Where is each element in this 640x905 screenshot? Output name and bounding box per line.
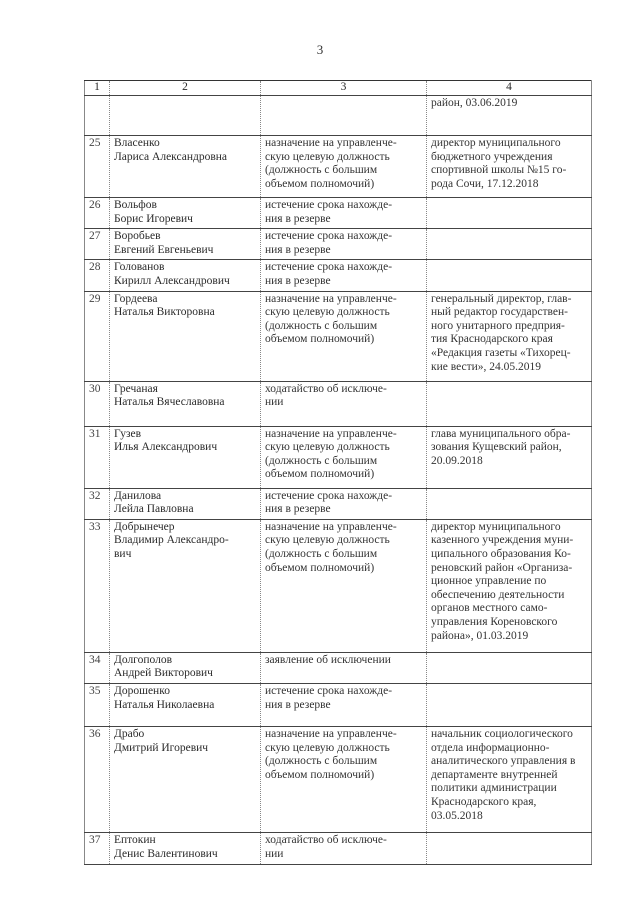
table-row — [85, 260, 592, 291]
appointed-position — [427, 198, 592, 229]
table-body — [85, 96, 592, 865]
exclusion-reason-line: истечение срока нахожде- — [265, 684, 393, 697]
row-number: 26 — [85, 198, 110, 229]
exclusion-reason-line: назначение на управленче- — [265, 520, 397, 533]
exclusion-reason — [261, 488, 427, 519]
exclusion-reason-line: объемом полномочий) — [265, 333, 375, 346]
exclusion-reason-line: ния в резерве — [265, 243, 331, 256]
exclusion-reason — [261, 229, 427, 260]
exclusion-reason — [261, 683, 427, 726]
exclusion-reason-line: истечение срока нахожде- — [265, 199, 393, 211]
exclusion-reason — [261, 198, 427, 229]
column-header-2: 2 — [110, 81, 261, 96]
person-name — [110, 96, 261, 136]
table-row — [85, 519, 592, 652]
appointed-position-line: ципального образования Ко- — [431, 547, 571, 560]
appointed-position-line: ционное управление по — [431, 575, 547, 588]
person-name-line: Драбо — [114, 727, 145, 740]
person-name-line: Борис Игоревич — [114, 212, 193, 225]
exclusion-reason — [261, 291, 427, 381]
person-name — [110, 832, 261, 864]
appointed-position-line: органов местного само- — [431, 602, 548, 615]
person-name-line: Илья Александрович — [114, 441, 218, 454]
row-number: 34 — [85, 652, 110, 683]
table-row — [85, 291, 592, 381]
person-name-line: Долгополов — [114, 653, 173, 666]
person-name-line: Наталья Вячеславовна — [114, 396, 225, 409]
person-name-line: вич — [114, 547, 132, 560]
exclusion-reason-line: скую целевую должность — [265, 534, 390, 547]
table-row — [85, 136, 592, 198]
person-name-line: Власенко — [114, 137, 160, 149]
row-number: 37 — [85, 832, 110, 864]
appointed-position — [427, 832, 592, 864]
appointed-position-line: управления Кореновского — [431, 615, 558, 628]
appointed-position — [427, 519, 592, 652]
person-name-line: Гузев — [114, 427, 142, 440]
row-number: 33 — [85, 519, 110, 652]
exclusion-reason-line: (должность с большим — [265, 755, 378, 768]
person-name — [110, 381, 261, 426]
appointed-position — [427, 652, 592, 683]
appointed-position-line: директор муниципального — [431, 137, 561, 149]
appointed-position-line: обеспечению деятельности — [431, 588, 565, 601]
person-name — [110, 198, 261, 229]
exclusion-reason-line: (должность с большим — [265, 319, 378, 332]
exclusion-reason — [261, 726, 427, 832]
exclusion-reason-line: ния в резерве — [265, 212, 331, 225]
appointed-position — [427, 488, 592, 519]
exclusion-reason-line: скую целевую должность — [265, 741, 390, 754]
exclusion-reason-line: истечение срока нахожде- — [265, 230, 393, 243]
person-name-line: Ептокин — [114, 833, 156, 846]
appointed-position-line: бюджетного учреждения — [431, 150, 553, 163]
person-name — [110, 229, 261, 260]
table-row — [85, 96, 592, 136]
appointed-position-line: директор муниципального — [431, 520, 561, 533]
exclusion-reason — [261, 519, 427, 652]
exclusion-reason-line: нии — [265, 847, 284, 860]
person-name — [110, 683, 261, 726]
exclusion-reason-line: объемом полномочий) — [265, 561, 375, 574]
appointed-position-line: зования Кущевский район, — [431, 441, 562, 454]
appointed-position-line: район, 03.06.2019 — [431, 97, 518, 109]
person-name — [110, 726, 261, 832]
appointed-position-line: 20.09.2018 — [431, 454, 483, 467]
table-row — [85, 726, 592, 832]
person-name — [110, 426, 261, 488]
person-name-line: Дорошенко — [114, 684, 170, 697]
appointed-position-line: начальник социологического — [431, 727, 573, 740]
exclusion-reason — [261, 96, 427, 136]
person-name — [110, 519, 261, 652]
row-number: 28 — [85, 260, 110, 291]
appointed-position-line: Краснодарского края, — [431, 795, 537, 808]
exclusion-reason — [261, 832, 427, 864]
appointed-position-line: реновский район «Организа- — [431, 561, 573, 574]
appointed-position-line: 03.05.2018 — [431, 809, 483, 822]
exclusion-reason-line: (должность с большим — [265, 454, 378, 467]
appointed-position — [427, 136, 592, 198]
appointed-position-line: казенного учреждения муни- — [431, 534, 574, 547]
exclusion-reason-line: назначение на управленче- — [265, 727, 397, 740]
exclusion-reason — [261, 652, 427, 683]
appointed-position — [427, 683, 592, 726]
person-name-line: Голованов — [114, 261, 165, 274]
exclusion-reason-line: скую целевую должность — [265, 150, 390, 163]
table-row — [85, 426, 592, 488]
appointed-position — [427, 381, 592, 426]
person-name-line: Наталья Викторовна — [114, 306, 215, 319]
row-number: 32 — [85, 488, 110, 519]
appointed-position — [427, 260, 592, 291]
row-number: 25 — [85, 136, 110, 198]
column-header-4: 4 — [427, 81, 592, 96]
appointed-position-line: ного унитарного предприя- — [431, 319, 565, 332]
exclusion-reason-line: (должность с большим — [265, 164, 378, 177]
exclusion-reason — [261, 426, 427, 488]
person-name — [110, 291, 261, 381]
table-row — [85, 832, 592, 864]
exclusion-reason-line: ния в резерве — [265, 698, 331, 711]
person-name-line: Вольфов — [114, 199, 157, 211]
page-number: 3 — [316, 42, 324, 57]
row-number: 35 — [85, 683, 110, 726]
exclusion-reason-line: объемом полномочий) — [265, 177, 375, 190]
person-name-line: Данилова — [114, 489, 162, 502]
exclusion-reason-line: скую целевую должность — [265, 441, 390, 454]
exclusion-reason-line: ходатайство об исключе- — [265, 382, 387, 395]
person-name-line: Кирилл Александрович — [114, 274, 230, 287]
row-number: 31 — [85, 426, 110, 488]
appointed-position-line: ный редактор государствен- — [431, 306, 568, 319]
table-row — [85, 229, 592, 260]
column-header-3: 3 — [261, 81, 427, 96]
appointed-position-line: глава муниципального обра- — [431, 427, 571, 440]
row-number — [85, 96, 110, 136]
exclusion-reason — [261, 381, 427, 426]
exclusion-reason-line: назначение на управленче- — [265, 427, 397, 440]
appointed-position-line: департаменте внутренней — [431, 768, 558, 781]
exclusion-reason-line: ходатайство об исключе- — [265, 833, 387, 846]
appointed-position-line: рода Сочи, 17.12.2018 — [431, 177, 539, 190]
person-name-line: Денис Валентинович — [114, 847, 218, 860]
row-number: 27 — [85, 229, 110, 260]
reserve-table — [84, 80, 592, 865]
table-row — [85, 488, 592, 519]
appointed-position-line: генеральный директор, глав- — [431, 292, 572, 305]
person-name-line: Наталья Николаевна — [114, 698, 215, 711]
exclusion-reason-line: нии — [265, 396, 284, 409]
person-name — [110, 488, 261, 519]
exclusion-reason-line: назначение на управленче- — [265, 292, 397, 305]
person-name-line: Андрей Викторович — [114, 667, 213, 680]
exclusion-reason-line: (должность с большим — [265, 547, 378, 560]
person-name — [110, 260, 261, 291]
person-name — [110, 652, 261, 683]
appointed-position-line: политики администрации — [431, 782, 557, 795]
exclusion-reason-line: ния в резерве — [265, 274, 331, 287]
appointed-position — [427, 96, 592, 136]
person-name-line: Гречаная — [114, 382, 158, 395]
appointed-position-line: спортивной школы №15 го- — [431, 164, 567, 177]
exclusion-reason-line: объемом полномочий) — [265, 768, 375, 781]
table-row — [85, 381, 592, 426]
person-name-line: Владимир Александро- — [114, 534, 229, 547]
person-name-line: Воробьев — [114, 230, 161, 243]
row-number: 36 — [85, 726, 110, 832]
exclusion-reason-line: истечение срока нахожде- — [265, 261, 393, 274]
exclusion-reason — [261, 260, 427, 291]
table-row — [85, 683, 592, 726]
appointed-position — [427, 426, 592, 488]
exclusion-reason-line: скую целевую должность — [265, 306, 390, 319]
exclusion-reason-line: назначение на управленче- — [265, 137, 397, 149]
exclusion-reason-line: ния в резерве — [265, 503, 331, 516]
row-number: 29 — [85, 291, 110, 381]
person-name-line: Евгений Евгеньевич — [114, 243, 214, 256]
person-name-line: Лейла Павловна — [114, 503, 194, 516]
person-name — [110, 136, 261, 198]
exclusion-reason-line: истечение срока нахожде- — [265, 489, 393, 502]
appointed-position — [427, 726, 592, 832]
table-row — [85, 652, 592, 683]
person-name-line: Гордеева — [114, 292, 158, 305]
appointed-position-line: кие вести», 24.05.2019 — [431, 360, 542, 373]
appointed-position-line: района», 01.03.2019 — [431, 629, 529, 642]
column-header-1: 1 — [85, 81, 110, 96]
appointed-position — [427, 291, 592, 381]
table-header-row — [85, 81, 592, 96]
appointed-position-line: отдела информационно- — [431, 741, 550, 754]
exclusion-reason-line: объемом полномочий) — [265, 468, 375, 481]
appointed-position — [427, 229, 592, 260]
appointed-position-line: аналитического управления в — [431, 755, 576, 768]
person-name-line: Лариса Александровна — [114, 150, 228, 163]
appointed-position-line: «Редакция газеты «Тихорец- — [431, 346, 571, 359]
person-name-line: Добрынечер — [114, 520, 175, 533]
exclusion-reason-line: заявление об исключении — [265, 653, 391, 666]
appointed-position-line: тия Краснодарского края — [431, 333, 553, 346]
table-row — [85, 198, 592, 229]
row-number: 30 — [85, 381, 110, 426]
person-name-line: Дмитрий Игоревич — [114, 741, 209, 754]
exclusion-reason — [261, 136, 427, 198]
